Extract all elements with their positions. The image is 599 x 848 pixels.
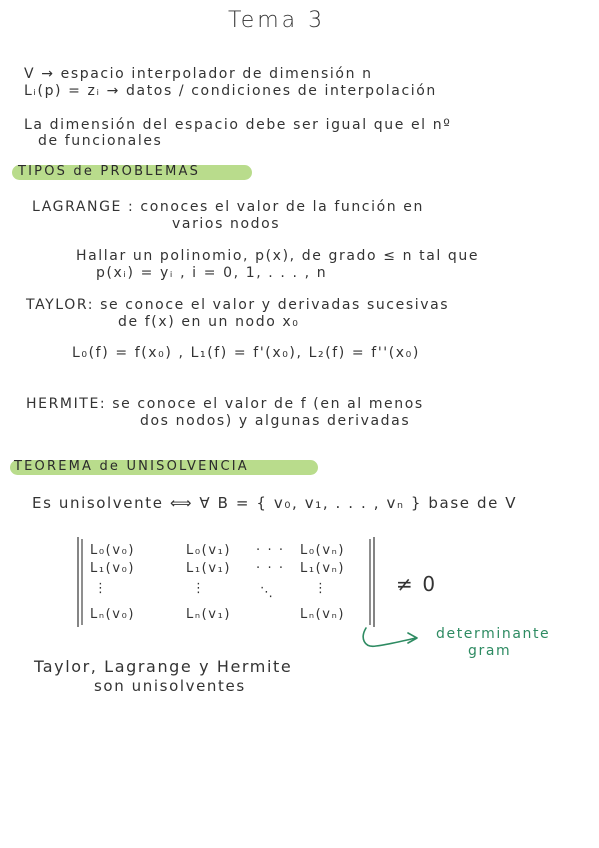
lagrange-line-2: varios nodos [172,216,281,232]
intro-line-3b: de funcionales [38,133,163,149]
section-heading-tipos: TIPOS de PROBLEMAS [18,164,201,179]
hallar-line-1: Hallar un polinomio, p(x), de grado ≤ n tal que [76,248,480,264]
hallar-line-2: p(xᵢ) = yᵢ , i = 0, 1, . . . , n [96,265,328,281]
matrix-cell: L₁(v₁) [186,561,232,576]
note-gram: gram [468,643,512,659]
matrix-cell: L₁(vₙ) [300,561,346,576]
conclusion-line-2: son unisolventes [94,677,246,695]
note-determinante: determinante [436,626,551,642]
matrix-cell: L₁(v₀) [90,561,136,576]
taylor-formula: L₀(f) = f(x₀) , L₁(f) = f'(x₀), L₂(f) = f''(x₀) [72,345,420,361]
matrix-cell: · · · [256,561,285,576]
curved-arrow-icon [358,626,428,656]
matrix-cell: · · · [256,543,285,558]
intro-line-3a: La dimensión del espacio debe ser igual que el nº [24,117,452,133]
matrix-cell: ⋮ [314,581,329,596]
intro-line-2: Lᵢ(p) = zᵢ → datos / condiciones de interpolación [24,83,437,99]
matrix-cell: Lₙ(v₀) [90,607,136,622]
matrix-cell: ⋱ [260,585,275,600]
hermite-line-1: HERMITE: se conoce el valor de f (en al menos [26,396,424,412]
taylor-line-1: TAYLOR: se conoce el valor y derivadas sucesivas [26,297,450,313]
matrix-cell: L₀(v₁) [186,543,232,558]
unisolvencia-statement: Es unisolvente ⟺ ∀ B = { v₀, v₁, . . . , vₙ } base de V [32,494,518,512]
gram-determinant [74,535,384,629]
matrix-cell: Lₙ(vₙ) [300,607,346,622]
not-equal-zero: ≠ 0 [396,572,437,596]
section-heading-teorema: TEOREMA de UNISOLVENCIA [14,459,249,474]
matrix-cell: L₀(v₀) [90,543,136,558]
matrix-cell: Lₙ(v₁) [186,607,232,622]
matrix-cell: ⋮ [192,581,207,596]
matrix-cell: ⋮ [94,581,109,596]
lagrange-line-1: LAGRANGE : conoces el valor de la función en [32,199,424,215]
intro-line-1: V → espacio interpolador de dimensión n [24,66,373,82]
page-title: Tema 3 [228,8,326,33]
hermite-line-2: dos nodos) y algunas derivadas [140,413,411,429]
matrix-cell: L₀(vₙ) [300,543,346,558]
conclusion-line-1: Taylor, Lagrange y Hermite [34,657,293,676]
taylor-line-2: de f(x) en un nodo x₀ [118,314,300,330]
